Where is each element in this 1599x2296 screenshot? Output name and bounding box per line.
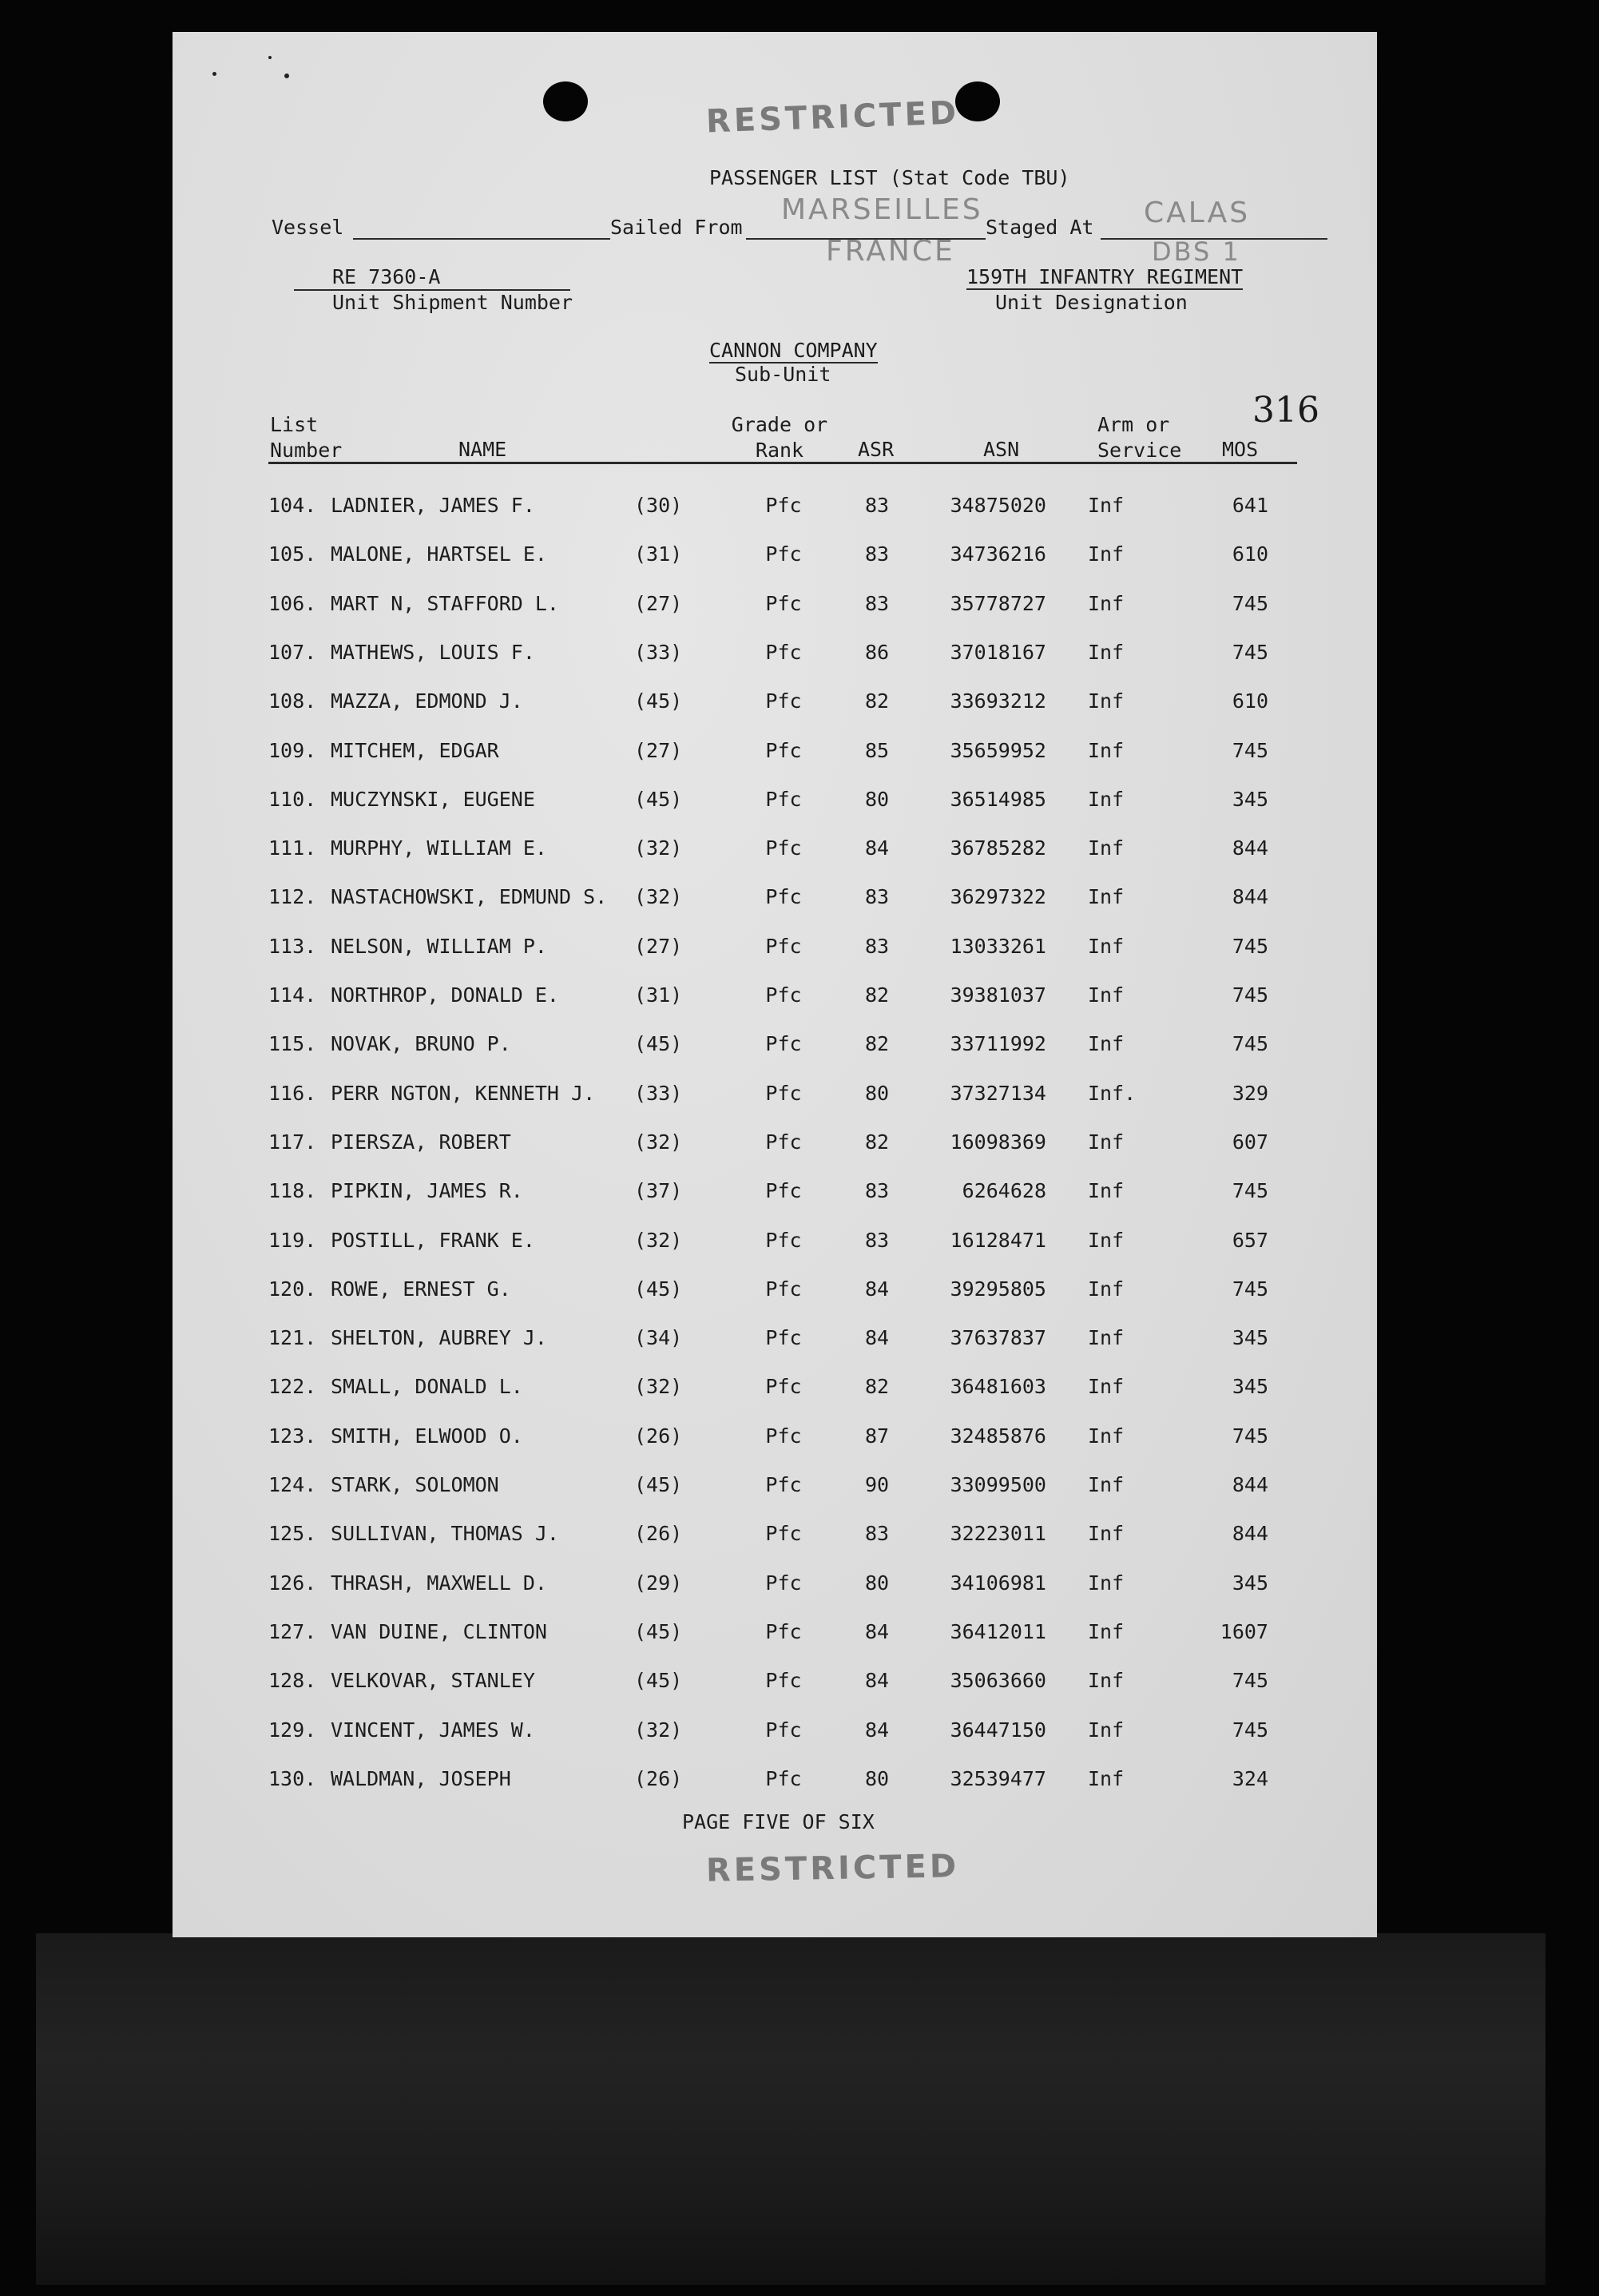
cell-age: (27) <box>634 934 683 958</box>
cell-age: (32) <box>634 1718 683 1742</box>
cell-num: 127. <box>268 1619 317 1643</box>
punch-hole <box>955 81 1000 121</box>
cell-asr: 82 <box>864 1375 890 1399</box>
col-list-number-line1: List <box>270 413 319 436</box>
cell-age: (33) <box>634 640 683 664</box>
cell-name: POSTILL, FRANK E. <box>331 1228 535 1252</box>
cell-arm: Inf <box>1088 1571 1125 1595</box>
cell-num: 124. <box>268 1473 317 1496</box>
cell-grade: Pfc <box>765 1669 802 1693</box>
cell-arm: Inf <box>1088 1619 1125 1643</box>
cell-asr: 84 <box>864 1619 890 1643</box>
table-row <box>173 1669 1377 1701</box>
cell-asr: 84 <box>864 1718 890 1742</box>
cell-mos: 844 <box>1232 1522 1268 1546</box>
cell-arm: Inf <box>1088 1375 1125 1399</box>
cell-arm: Inf <box>1088 885 1125 909</box>
cell-grade: Pfc <box>765 934 802 958</box>
table-row <box>173 592 1377 624</box>
cell-name: VAN DUINE, CLINTON <box>331 1619 547 1643</box>
cell-asn: 36514985 <box>950 787 1046 811</box>
cell-arm: Inf <box>1088 1130 1125 1154</box>
col-arm-line1: Arm or <box>1097 413 1170 436</box>
cell-name: MUCZYNSKI, EUGENE <box>331 787 535 811</box>
table-row <box>173 788 1377 820</box>
cell-asr: 83 <box>864 1522 890 1546</box>
cell-asr: 82 <box>864 689 890 713</box>
cell-asn: 34106981 <box>950 1571 1046 1595</box>
cell-grade: Pfc <box>765 1081 802 1105</box>
speck <box>212 72 216 76</box>
cell-num: 114. <box>268 983 317 1007</box>
table-row <box>173 885 1377 917</box>
cell-age: (37) <box>634 1179 683 1203</box>
cell-mos: 844 <box>1232 836 1268 860</box>
cell-asr: 83 <box>864 1228 890 1252</box>
col-name: NAME <box>458 438 507 461</box>
table-row <box>173 1767 1377 1799</box>
table-row <box>173 1424 1377 1456</box>
table-row <box>173 935 1377 967</box>
shipment-number-label: Unit Shipment Number <box>332 291 573 314</box>
cell-arm: Inf <box>1088 836 1125 860</box>
cell-asn: 33693212 <box>950 689 1046 713</box>
sub-unit: CANNON COMPANY <box>709 339 878 362</box>
cell-asr: 87 <box>864 1424 890 1448</box>
sailed-from-country: FRANCE <box>826 235 955 268</box>
cell-name: WALDMAN, JOSEPH <box>331 1766 511 1790</box>
cell-arm: Inf <box>1088 1669 1125 1693</box>
table-row <box>173 983 1377 1015</box>
cell-asn: 33099500 <box>950 1473 1046 1496</box>
cell-mos: 844 <box>1232 885 1268 909</box>
cell-age: (26) <box>634 1766 683 1790</box>
unit-designation: 159TH INFANTRY REGIMENT <box>966 265 1244 288</box>
cell-arm: Inf <box>1088 1522 1125 1546</box>
cell-num: 123. <box>268 1424 317 1448</box>
cell-mos: 745 <box>1232 1032 1268 1056</box>
cell-grade: Pfc <box>765 591 802 615</box>
col-list-number <box>270 412 342 463</box>
cell-name: PIERSZA, ROBERT <box>331 1130 511 1154</box>
cell-num: 109. <box>268 738 317 762</box>
cell-name: NELSON, WILLIAM P. <box>331 934 547 958</box>
cell-mos: 657 <box>1232 1228 1268 1252</box>
cell-mos: 324 <box>1232 1766 1268 1790</box>
cell-asr: 80 <box>864 787 890 811</box>
cell-name: LADNIER, JAMES F. <box>331 494 535 517</box>
cell-asr: 83 <box>864 591 890 615</box>
cell-arm: Inf <box>1088 1718 1125 1742</box>
cell-num: 108. <box>268 689 317 713</box>
col-mos: MOS <box>1222 438 1259 461</box>
cell-mos: 610 <box>1232 542 1268 566</box>
cell-arm: Inf <box>1088 934 1125 958</box>
cell-grade: Pfc <box>765 1766 802 1790</box>
cell-age: (30) <box>634 494 683 517</box>
cell-asr: 82 <box>864 983 890 1007</box>
speck <box>268 56 272 59</box>
cell-num: 120. <box>268 1277 317 1301</box>
cell-grade: Pfc <box>765 1130 802 1154</box>
cell-arm: Inf <box>1088 983 1125 1007</box>
cell-num: 118. <box>268 1179 317 1203</box>
cell-age: (45) <box>634 1473 683 1496</box>
cell-mos: 345 <box>1232 1375 1268 1399</box>
cell-num: 129. <box>268 1718 317 1742</box>
punch-hole <box>543 81 588 121</box>
cell-asn: 36297322 <box>950 885 1046 909</box>
cell-mos: 345 <box>1232 1326 1268 1350</box>
cell-name: MART N, STAFFORD L. <box>331 591 559 615</box>
cell-asr: 83 <box>864 885 890 909</box>
cell-num: 105. <box>268 542 317 566</box>
vessel-label: Vessel <box>272 216 344 239</box>
cell-asr: 90 <box>864 1473 890 1496</box>
cell-mos: 745 <box>1232 1277 1268 1301</box>
table-row <box>173 739 1377 771</box>
table-row <box>173 689 1377 721</box>
col-asn: ASN <box>983 438 1020 461</box>
cell-name: MALONE, HARTSEL E. <box>331 542 547 566</box>
cell-name: MATHEWS, LOUIS F. <box>331 640 535 664</box>
cell-name: NOVAK, BRUNO P. <box>331 1032 511 1056</box>
staged-at-label: Staged At <box>986 216 1094 239</box>
cell-age: (33) <box>634 1081 683 1105</box>
cell-num: 119. <box>268 1228 317 1252</box>
cell-name: PIPKIN, JAMES R. <box>331 1179 523 1203</box>
cell-age: (27) <box>634 738 683 762</box>
table-row <box>173 1473 1377 1505</box>
cell-asr: 84 <box>864 1277 890 1301</box>
cell-asn: 34875020 <box>950 494 1046 517</box>
cell-arm: Inf <box>1088 1032 1125 1056</box>
cell-num: 115. <box>268 1032 317 1056</box>
cell-age: (32) <box>634 1375 683 1399</box>
cell-name: NORTHROP, DONALD E. <box>331 983 559 1007</box>
table-row <box>173 1229 1377 1261</box>
sailed-from-value: MARSEILLES <box>781 193 983 226</box>
table-row <box>173 494 1377 526</box>
cell-age: (45) <box>634 1619 683 1643</box>
table-row <box>173 1375 1377 1407</box>
cell-arm: Inf <box>1088 1473 1125 1496</box>
cell-asr: 86 <box>864 640 890 664</box>
cell-age: (26) <box>634 1522 683 1546</box>
cell-grade: Pfc <box>765 1718 802 1742</box>
cell-mos: 745 <box>1232 934 1268 958</box>
cell-asn: 35063660 <box>950 1669 1046 1693</box>
cell-mos: 641 <box>1232 494 1268 517</box>
cell-age: (31) <box>634 542 683 566</box>
cell-asn: 35659952 <box>950 738 1046 762</box>
cell-grade: Pfc <box>765 738 802 762</box>
cell-arm: Inf <box>1088 1179 1125 1203</box>
cell-age: (27) <box>634 591 683 615</box>
cell-num: 113. <box>268 934 317 958</box>
cell-arm: Inf <box>1088 494 1125 517</box>
handwritten-page-number: 316 <box>1252 390 1319 431</box>
table-row <box>173 542 1377 574</box>
table-row <box>173 1571 1377 1603</box>
cell-asn: 37327134 <box>950 1081 1046 1105</box>
cell-num: 106. <box>268 591 317 615</box>
cell-asn: 37637837 <box>950 1326 1046 1350</box>
cell-age: (34) <box>634 1326 683 1350</box>
cell-asn: 32539477 <box>950 1766 1046 1790</box>
cell-num: 111. <box>268 836 317 860</box>
staged-at-value: CALAS <box>1144 197 1251 229</box>
cell-num: 121. <box>268 1326 317 1350</box>
table-row <box>173 1082 1377 1114</box>
cell-mos: 745 <box>1232 738 1268 762</box>
cell-grade: Pfc <box>765 787 802 811</box>
cell-arm: Inf <box>1088 591 1125 615</box>
cell-name: THRASH, MAXWELL D. <box>331 1571 547 1595</box>
page-footer: PAGE FIVE OF SIX <box>682 1810 875 1833</box>
cell-name: STARK, SOLOMON <box>331 1473 499 1496</box>
cell-grade: Pfc <box>765 689 802 713</box>
cell-age: (45) <box>634 1032 683 1056</box>
cell-mos: 345 <box>1232 1571 1268 1595</box>
restricted-stamp-top: RESTRICTED <box>705 94 960 141</box>
cell-name: NASTACHOWSKI, EDMUND S. <box>331 885 608 909</box>
cell-num: 128. <box>268 1669 317 1693</box>
cell-age: (26) <box>634 1424 683 1448</box>
table-row <box>173 1032 1377 1064</box>
cell-grade: Pfc <box>765 494 802 517</box>
cell-age: (45) <box>634 689 683 713</box>
cell-grade: Pfc <box>765 542 802 566</box>
cell-name: MITCHEM, EDGAR <box>331 738 499 762</box>
unit-designation-label: Unit Designation <box>995 291 1188 314</box>
cell-arm: Inf <box>1088 1277 1125 1301</box>
table-row <box>173 836 1377 868</box>
cell-num: 110. <box>268 787 317 811</box>
cell-grade: Pfc <box>765 1375 802 1399</box>
cell-grade: Pfc <box>765 1277 802 1301</box>
cell-asn: 16128471 <box>950 1228 1046 1252</box>
cell-name: PERR NGTON, KENNETH J. <box>331 1081 596 1105</box>
cell-age: (32) <box>634 1130 683 1154</box>
cell-mos: 844 <box>1232 1473 1268 1496</box>
restricted-stamp-bottom: RESTRICTED <box>705 1848 960 1889</box>
cell-mos: 1607 <box>1220 1619 1268 1643</box>
cell-arm: Inf <box>1088 1424 1125 1448</box>
cell-mos: 329 <box>1232 1081 1268 1105</box>
cell-mos: 745 <box>1232 1424 1268 1448</box>
cell-name: SMITH, ELWOOD O. <box>331 1424 523 1448</box>
cell-grade: Pfc <box>765 1473 802 1496</box>
table-row <box>173 1179 1377 1211</box>
cell-age: (32) <box>634 885 683 909</box>
cell-grade: Pfc <box>765 1032 802 1056</box>
cell-asr: 85 <box>864 738 890 762</box>
cell-asn: 36447150 <box>950 1718 1046 1742</box>
cell-asn: 36785282 <box>950 836 1046 860</box>
cell-asr: 83 <box>864 1179 890 1203</box>
cell-num: 112. <box>268 885 317 909</box>
cell-arm: Inf <box>1088 787 1125 811</box>
col-list-number-line2: Number <box>270 439 343 462</box>
header-rule <box>268 462 1297 464</box>
col-asr: ASR <box>858 438 895 461</box>
scan-background <box>36 1933 1545 2285</box>
table-row <box>173 1277 1377 1309</box>
document-page <box>173 32 1377 1937</box>
cell-name: MURPHY, WILLIAM E. <box>331 836 547 860</box>
cell-arm: Inf. <box>1088 1081 1137 1105</box>
cell-age: (45) <box>634 787 683 811</box>
cell-asr: 84 <box>864 1326 890 1350</box>
cell-mos: 745 <box>1232 640 1268 664</box>
cell-name: SHELTON, AUBREY J. <box>331 1326 547 1350</box>
cell-arm: Inf <box>1088 1228 1125 1252</box>
cell-grade: Pfc <box>765 983 802 1007</box>
cell-asn: 34736216 <box>950 542 1046 566</box>
cell-num: 122. <box>268 1375 317 1399</box>
cell-asr: 82 <box>864 1032 890 1056</box>
cell-grade: Pfc <box>765 1424 802 1448</box>
cell-num: 104. <box>268 494 317 517</box>
shipment-number: RE 7360-A <box>332 265 441 288</box>
cell-asr: 83 <box>864 494 890 517</box>
cell-mos: 745 <box>1232 983 1268 1007</box>
cell-asn: 36412011 <box>950 1619 1046 1643</box>
cell-grade: Pfc <box>765 1326 802 1350</box>
cell-mos: 745 <box>1232 1718 1268 1742</box>
cell-asr: 82 <box>864 1130 890 1154</box>
cell-grade: Pfc <box>765 885 802 909</box>
col-grade-line1: Grade or <box>731 413 828 436</box>
cell-asr: 80 <box>864 1571 890 1595</box>
cell-arm: Inf <box>1088 689 1125 713</box>
cell-asr: 84 <box>864 836 890 860</box>
cell-grade: Pfc <box>765 1619 802 1643</box>
cell-name: VINCENT, JAMES W. <box>331 1718 535 1742</box>
col-grade-line2: Rank <box>755 439 804 462</box>
cell-grade: Pfc <box>765 1179 802 1203</box>
cell-grade: Pfc <box>765 1522 802 1546</box>
cell-mos: 745 <box>1232 1669 1268 1693</box>
cell-num: 125. <box>268 1522 317 1546</box>
cell-asn: 35778727 <box>950 591 1046 615</box>
table-row <box>173 1130 1377 1162</box>
cell-num: 126. <box>268 1571 317 1595</box>
cell-grade: Pfc <box>765 1228 802 1252</box>
cell-age: (32) <box>634 836 683 860</box>
cell-mos: 745 <box>1232 1179 1268 1203</box>
cell-asn: 36481603 <box>950 1375 1046 1399</box>
cell-mos: 345 <box>1232 787 1268 811</box>
cell-asr: 80 <box>864 1081 890 1105</box>
cell-arm: Inf <box>1088 1766 1125 1790</box>
table-row <box>173 1326 1377 1358</box>
cell-mos: 610 <box>1232 689 1268 713</box>
cell-asn: 39381037 <box>950 983 1046 1007</box>
cell-asn: 33711992 <box>950 1032 1046 1056</box>
sailed-from-label: Sailed From <box>610 216 743 239</box>
cell-arm: Inf <box>1088 640 1125 664</box>
cell-age: (45) <box>634 1669 683 1693</box>
cell-name: MAZZA, EDMOND J. <box>331 689 523 713</box>
cell-num: 117. <box>268 1130 317 1154</box>
cell-name: SULLIVAN, THOMAS J. <box>331 1522 559 1546</box>
table-row <box>173 1718 1377 1750</box>
cell-name: ROWE, ERNEST G. <box>331 1277 511 1301</box>
cell-asn: 32485876 <box>950 1424 1046 1448</box>
cell-asn: 6264628 <box>962 1179 1046 1203</box>
cell-arm: Inf <box>1088 542 1125 566</box>
cell-asn: 13033261 <box>950 934 1046 958</box>
cell-age: (32) <box>634 1228 683 1252</box>
cell-age: (29) <box>634 1571 683 1595</box>
cell-name: VELKOVAR, STANLEY <box>331 1669 535 1693</box>
cell-asr: 83 <box>864 542 890 566</box>
col-arm <box>1097 412 1181 463</box>
cell-num: 130. <box>268 1766 317 1790</box>
cell-grade: Pfc <box>765 836 802 860</box>
table-row <box>173 641 1377 673</box>
col-arm-line2: Service <box>1097 439 1182 462</box>
speck <box>284 73 289 78</box>
table-row <box>173 1620 1377 1652</box>
cell-arm: Inf <box>1088 738 1125 762</box>
col-grade <box>716 412 843 463</box>
table-row <box>173 1522 1377 1554</box>
cell-grade: Pfc <box>765 640 802 664</box>
cell-asr: 84 <box>864 1669 890 1693</box>
cell-num: 116. <box>268 1081 317 1105</box>
cell-num: 107. <box>268 640 317 664</box>
cell-name: SMALL, DONALD L. <box>331 1375 523 1399</box>
vessel-line <box>353 238 610 240</box>
cell-mos: 745 <box>1232 591 1268 615</box>
staged-at-detail: DBS 1 <box>1152 236 1241 267</box>
cell-asn: 32223011 <box>950 1522 1046 1546</box>
cell-asr: 80 <box>864 1766 890 1790</box>
cell-mos: 607 <box>1232 1130 1268 1154</box>
document-title: PASSENGER LIST (Stat Code TBU) <box>709 166 1070 189</box>
cell-asn: 39295805 <box>950 1277 1046 1301</box>
cell-age: (45) <box>634 1277 683 1301</box>
sub-unit-label: Sub-Unit <box>735 363 831 386</box>
cell-asn: 16098369 <box>950 1130 1046 1154</box>
cell-age: (31) <box>634 983 683 1007</box>
cell-asr: 83 <box>864 934 890 958</box>
cell-asn: 37018167 <box>950 640 1046 664</box>
cell-grade: Pfc <box>765 1571 802 1595</box>
cell-arm: Inf <box>1088 1326 1125 1350</box>
